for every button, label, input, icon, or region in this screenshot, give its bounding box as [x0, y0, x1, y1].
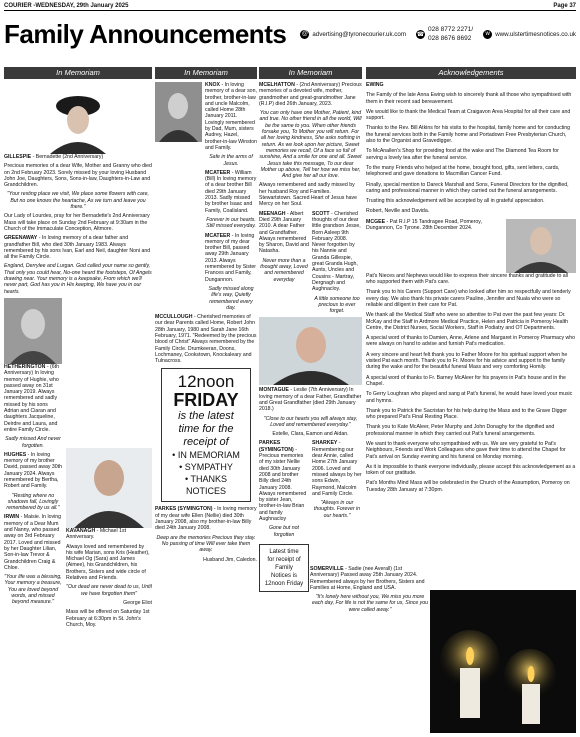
notice-name: MONTAGUE — [259, 387, 289, 394]
notice-text: - (6th Anniversary) In loving memory of Hughie, who passed away on 31st January 2019. Always remembered and sadly missed by his sons Adrian and Ciaran and daughters Jacqueline, Deirdre and Laura, and entire Family Circle. — [4, 363, 59, 433]
notice-text: Our Lady of Lourdes, pray for her Bernadette's 2nd Anniversary Mass will take place on Sunday 2nd February at 9:30am in the Church of the Immaculate Conception, Altmore. — [4, 213, 150, 232]
portrait-photo-montague — [259, 317, 362, 385]
notice-text: - William (Bill) In loving memory of a dear brother Bill died 29th January 2013. Sadly missed by brother Isaac and Family, Coalisland. — [205, 169, 257, 214]
column-header-3: In Memoriam — [259, 67, 362, 79]
notice-text: A special word of thanks to Fr. Barney McAleer for his prayers in Pat's house and in the Chapel. — [366, 374, 566, 387]
email-icon: @ — [301, 31, 308, 37]
notice-name: SOMERVILLE — [310, 566, 344, 572]
deadline-line: is the latest — [178, 410, 234, 423]
page-number: Page 37 — [553, 3, 576, 9]
notice-name: SCOTT — [312, 210, 330, 217]
web-icon: w — [483, 30, 492, 39]
notice-verse: Gone but not forgotten — [269, 525, 299, 538]
notice-text: - Cherished thoughts of our dear little grandson Jesse, Born Asleep 9th February 2008. Never forgotten by his Nannie and Granda Gillespie, great Granda Hugh, Aunts, Uncles and Cousins - Martray, Dergnagh and Aughnacloy. — [312, 210, 361, 293]
deadline-notice-box — [161, 368, 251, 502]
latest-time-line: Notices is — [270, 572, 297, 579]
notice-verse: "Your resting place we visit, We place some flowers with care, But no one knows the heartache, As we turn and leave you there." — [7, 191, 149, 211]
notice-text: - Cherished memories of our dear Parents called Home, Robert John 28th January, 1980 and Sarah Jane 16th February, 1971. "Redeemed by the precious blood of Christ" Always remembered by the Family Circle. Drumkeeran, Doons, Lochmaney, Cookstown, Knockaleary and Tulnacross. — [155, 314, 257, 365]
notice-verse: Never more than a thought away, Loved and remembered everyday — [260, 257, 308, 283]
notice-attribution: Husband Jim, Caledon. — [203, 556, 257, 563]
notice-name: HETHERINGTON — [4, 363, 46, 370]
column-header-2: In Memoriam — [155, 67, 257, 79]
notice-verse: Safe in the arms of Jesus. — [209, 154, 253, 167]
notice-text: - Remembering our dear Annie, called Home 27th January 2006. Loved and missed always by her sons Edwin, Raymond, Malcolm and Family Circle. — [312, 440, 362, 497]
deadline-item: • THANKS — [185, 474, 227, 485]
notice-text: The Family of the late Anna Ewing wish to sincerely thank all those who sympathised with them in their recent sad bereavement. — [366, 92, 572, 105]
notice-name: PARKES (SYMINGTON) — [155, 506, 213, 513]
notice-verse: "Our dead are never dead to us, Until we have forgotten them" — [66, 584, 152, 597]
notice-name: MCGEE — [366, 218, 386, 225]
notice-name: MCATEER — [205, 169, 231, 176]
notice-verse: A little someone too precious to ever forget. — [314, 295, 360, 315]
notice-verse: Deep are the memories Precious they stay. No passing of time Will ever take them away. — [156, 534, 256, 554]
issue-date: COURIER -WEDNESDAY, 29th January 2025 — [4, 3, 129, 9]
notice-verse: "It's lonely here without you, We miss you more each day, For life is not the same for us, Since you were called away." — [311, 594, 429, 613]
notice-text: We want to thank everyone who sympathised with us. We are very grateful to Pat's Neighbours, Friends and Work Colleagues who gave their time to attend the Chapel for Pat's arrival on Sunday evening and his funeral on Monday morning. — [366, 440, 566, 460]
notice-text: We thank all the Medical Staff who were so attentive to Pat over the past few years: Dr. McKay and the Staff in Ardmore Medical Practice, Helen and Patricia in Pomeroy Health Centre, the District Nurses, Social Workers, Staff in Podiatry and OT Departments. — [366, 312, 569, 331]
deadline-line: time for the — [178, 423, 234, 436]
candles-photo — [430, 590, 576, 733]
notice-text: - In loving memory of a dear father and grandfather Bill, who died 30th January 1983. Always remembered by his sons Ivan, Earl and Neil, daughter Noni and all the Family Circle. — [4, 235, 151, 261]
notice-name: EWING — [366, 82, 384, 88]
deadline-day: FRIDAY — [173, 390, 239, 411]
notice-text: - Leslie (7th Anniversary) In loving memory of a dear Father, Grandfather and Great Grandfather (died 29th January 2018.) — [259, 387, 362, 413]
column-header-4: Acknowledgements — [366, 67, 576, 79]
deadline-time: 12noon — [177, 372, 235, 392]
notice-name: GREENAWAY — [4, 235, 38, 242]
notice-verse: You can only have one Mother, Patient, kind and true. No other friend in all the world, Will be the same to you. When other friends forsake you, To Mother you will return. For all her loving kindness, She asks nothing in return. As we look upon her picture, Sweet memories we recall, Of a face so full of sunshine, And a smile for one and all. Sweet Jesus take this message, To our dear Mother up above, Tell her how we miss her, And give her all our love. — [259, 110, 362, 180]
notice-text: Thanks to the Rev. Bill Atkins for his visits to the hospital, family home and for conducting the funeral services both in the Family home and Portadown Free Presbyterian Church, also to the Organist and Gravedigger. — [366, 125, 571, 145]
notice-text: To McAnallen's Shop for providing food at the wake and The Diamond Tea Room for serving a lovely tea after the funeral service. — [366, 148, 559, 161]
notice-text: As it is impossible to thank everyone individually, please accept this acknowledgement as a token of our gratitude. — [366, 463, 576, 477]
notice-text: Precious memories of a dear Wife, Mother and Granny who died on 2nd February 2023. Sorely missed by your loving Husband John Joe, Daughters, Sons, Sons-in-law, Daughters-in-Law and Grandchildren. — [4, 163, 152, 189]
notice-verse: England, Derrylee and Lurgan. God called your name so gently, That only you could hear, No-one heard the footsteps, Of Angels drawing near. Your memory is a keepsake, From which we'll never part, God has you in His keeping, We have you in our hearts. — [4, 263, 152, 295]
portrait-photo-gillespie — [4, 82, 152, 154]
notice-name: MCELHATTON — [259, 82, 295, 88]
notice-attribution: George Eliot — [123, 599, 152, 606]
portrait-photo-hetherington — [4, 298, 62, 364]
notice-attribution: Robert, Neville and Davida. — [366, 208, 430, 215]
notice-subtitle: - Michael 1st Anniversary. — [66, 527, 127, 541]
notice-verse: "Close to our hearts you will always stay, Loved and remembered everyday." — [263, 415, 358, 428]
notice-text: A special word of thanks to Damien, Anne, Arlene and Margaret in Pomeroy Pharmacy who were always on hand to advise and furnish Pat's medication. — [366, 335, 576, 348]
latest-time-box — [259, 544, 309, 592]
notice-text: Always remembered and sadly missed by her husband Roy and Families. Stewartstown. Sacred Heart of Jesus have Mercy on her Soul. — [259, 182, 358, 208]
portrait-photo-knox — [155, 82, 202, 142]
notice-name: MCATEER — [205, 232, 231, 239]
notice-text: - In loving memory of a dear son, brother, brother-in-law and uncle Malcolm, called Home 28th January 2011. Lovingly remembered by Dad, Mum, sisters Audrey, Hazel, brother-in-law Winston and Family. — [205, 82, 257, 151]
notice-attribution: Estelle, Clara, Eamon and Aidan. — [272, 431, 349, 438]
notice-verse: "Your life was a blessing, Your memory a treasure, You are loved beyond words, and missed beyond measure." — [4, 574, 62, 606]
notice-text: - In loving memory of my dear wife Ellen (Nellie) died 30th January 2008, also my brother-in-law Billy died 24th January 2008. — [155, 506, 257, 532]
notice-text: Trusting this acknowledgement will be accepted by all in grateful appreciation. — [366, 198, 545, 205]
notice-text: Thank you to Patrick the Sacristan for his help during the Mass and to the Grave Digger who prepared Pat's Final Resting Place. — [366, 407, 567, 421]
notice-verse: Sadly missed along life's way, Quietly remembered every day. — [208, 285, 254, 311]
notice-text: Thank you to Kate McAleer, Peter Murphy and John Donaghy for the dignified and professional manner in which they carried out Pat's funeral arrangements. — [366, 424, 555, 437]
notice-verse: "Resting where no shadows fall, Lovingly remembered by us all." — [6, 492, 60, 512]
notice-name: SHARKEY — [312, 440, 338, 447]
column-2 — [155, 82, 257, 732]
notice-subtitle: - Pat R.I.P 15 Tandragee Road, Pomeroy, Dungannon, Co Tyrone. 28th December 2024. — [366, 218, 482, 232]
notice-name: GILLESPIE — [4, 154, 32, 160]
deadline-item: • IN MEMORIAM — [172, 450, 240, 461]
latest-time-line: Latest time — [269, 548, 299, 555]
notice-name: IRWIN — [4, 514, 20, 521]
phone-number-2[interactable]: 028 8676 8692 — [428, 35, 472, 42]
column-header-1: In Memoriam — [4, 67, 152, 79]
notice-text: Finally, special mention to Dareck Marshall and Sons, Funeral Directors for the dignified, caring and professional manner in which they carried out the funeral arrangements. — [366, 181, 569, 194]
notice-verse: Sadly missed And never forgotten. — [5, 436, 61, 449]
notice-text: - Sadie (nee Averall) (1st Anniversary) Passed away 25th January 2024. Remembered always by her Brothers, Sisters and Families at Home, England and USA. — [310, 566, 425, 591]
notice-text: - Maisie. In loving memory of a Dear Mum and Nanny, who passed away on 3rd February 2017. Loved and missed by her Daughter Lilian, Son-in-law Trevor & Grandchildren Craig & Chloe. — [4, 514, 62, 571]
deadline-item: NOTICES — [185, 486, 226, 497]
notice-text: We would like to thank the Medical Team at Craigavon Area Hospital for all their care and support. — [366, 108, 571, 122]
deadline-line: receipt of — [183, 436, 229, 449]
notice-text: To Gerry Loughran who played and sang at Pat's funeral, he would have loved your music and hymns. — [366, 391, 573, 404]
masthead — [4, 12, 576, 56]
phone-number-1[interactable]: 028 8772 2271/ — [428, 26, 474, 33]
website-link[interactable]: www.ulstertimesnotices.co.uk — [495, 30, 576, 38]
notice-text: - (2nd Anniversary) Precious memories of a devoted wife, mother, grandmother and great-grandmother Jane (R.I.P) died 26th January, 2023. — [259, 82, 362, 107]
notice-text: A very sincere and heart felt thank you to Father Moore for his spiritual support when he visited Pat each month. Thank you to Fr. Moore for his advice and support to the family during the wake and for the beautiful funeral Mass and very comforting Homily. — [366, 351, 568, 371]
notice-name: KAVANAGH — [66, 527, 96, 534]
notice-text: - In loving memory of my brother David, passed away 30th January 2024. Always remembered by Bertha, Robert and Family. — [4, 451, 62, 490]
notice-name: MCCULLOUGH — [155, 314, 193, 321]
notice-text: - Precious memories of my sister Nellie died 30th January 2008 and brother Billy died 24th January 2008. Always remembered by sister Jean, brother-in-law Brian and family Aughnacloy — [259, 446, 307, 523]
portrait-photo-mcgee — [506, 219, 576, 273]
email-link[interactable]: advertising@tyronecourier.uk.com — [312, 30, 406, 38]
page-title: Family Announcements — [4, 18, 287, 49]
column-1 — [4, 82, 152, 732]
notice-name: PARKES (SYMINGTON) — [259, 440, 294, 453]
latest-time-line: 12noon Friday — [264, 580, 304, 587]
notice-verse: "Always in our thoughts. Forever in our hearts." — [313, 500, 361, 519]
latest-time-line: for receipt of Family — [267, 556, 301, 571]
notice-text: - In loving memory of my dear brother Bill, passed away 29th January 2013. Always remembered by Sister Frances and Family, Dungannon. — [205, 232, 257, 283]
notice-text: Mass will be offered on Saturday 1st February at 6:30pm in St. John's Church, Moy. — [66, 609, 150, 628]
notice-text: - Albert Died 29th January 2010. A dear Father and Grandfather. Always remembered by Sharon, David and Natasha. — [259, 210, 309, 255]
notice-text: To the many Friends who helped at the home, brought food, gifts, sent letters, cards, telephoned and gave donations to Macmillan Cancer Fund. — [366, 164, 560, 178]
notice-text: Always loved and remembered by his wife Marian, sons Kris (Heather), Michael Og (Sara) and James (Aimee), his Grandchildren, his Brothers, Sisters and wide circle of Relatives and Friends. — [66, 543, 150, 582]
phone-icon: ☎ — [416, 31, 425, 38]
page-topbar — [4, 3, 576, 11]
notice-text: Thank you to his Carers (Support Care) who looked after him so respectfully and tenderly every day. We also thank his private carers Pauline, Jennifer and Nuala who were so reliable and diligent in their care for Pat. — [366, 289, 571, 308]
notice-verse: Forever in our hearts. Still missed everyday. — [206, 216, 256, 230]
notice-text: Pat's Months Mind Mass will be celebrated in the Church of the Assumption, Pomeroy on Tuesday 28th January at 7:30pm. — [366, 480, 570, 493]
deadline-item: • SYMPATHY — [179, 462, 233, 473]
notice-subtitle: - Bernadette (2nd Anniversary) — [32, 154, 104, 160]
contact-bar — [300, 25, 576, 43]
notice-name: HUGHES — [4, 451, 27, 458]
notice-name: MEENAGH — [259, 210, 286, 217]
notice-name: KNOX — [205, 82, 220, 88]
column-4 — [366, 82, 576, 587]
notice-text: Pat's Nieces and Nephews would like to express their sincere thanks and gratitude to all who supported them with Pat's care. — [366, 272, 568, 286]
portrait-photo-kavanagh — [66, 448, 152, 528]
